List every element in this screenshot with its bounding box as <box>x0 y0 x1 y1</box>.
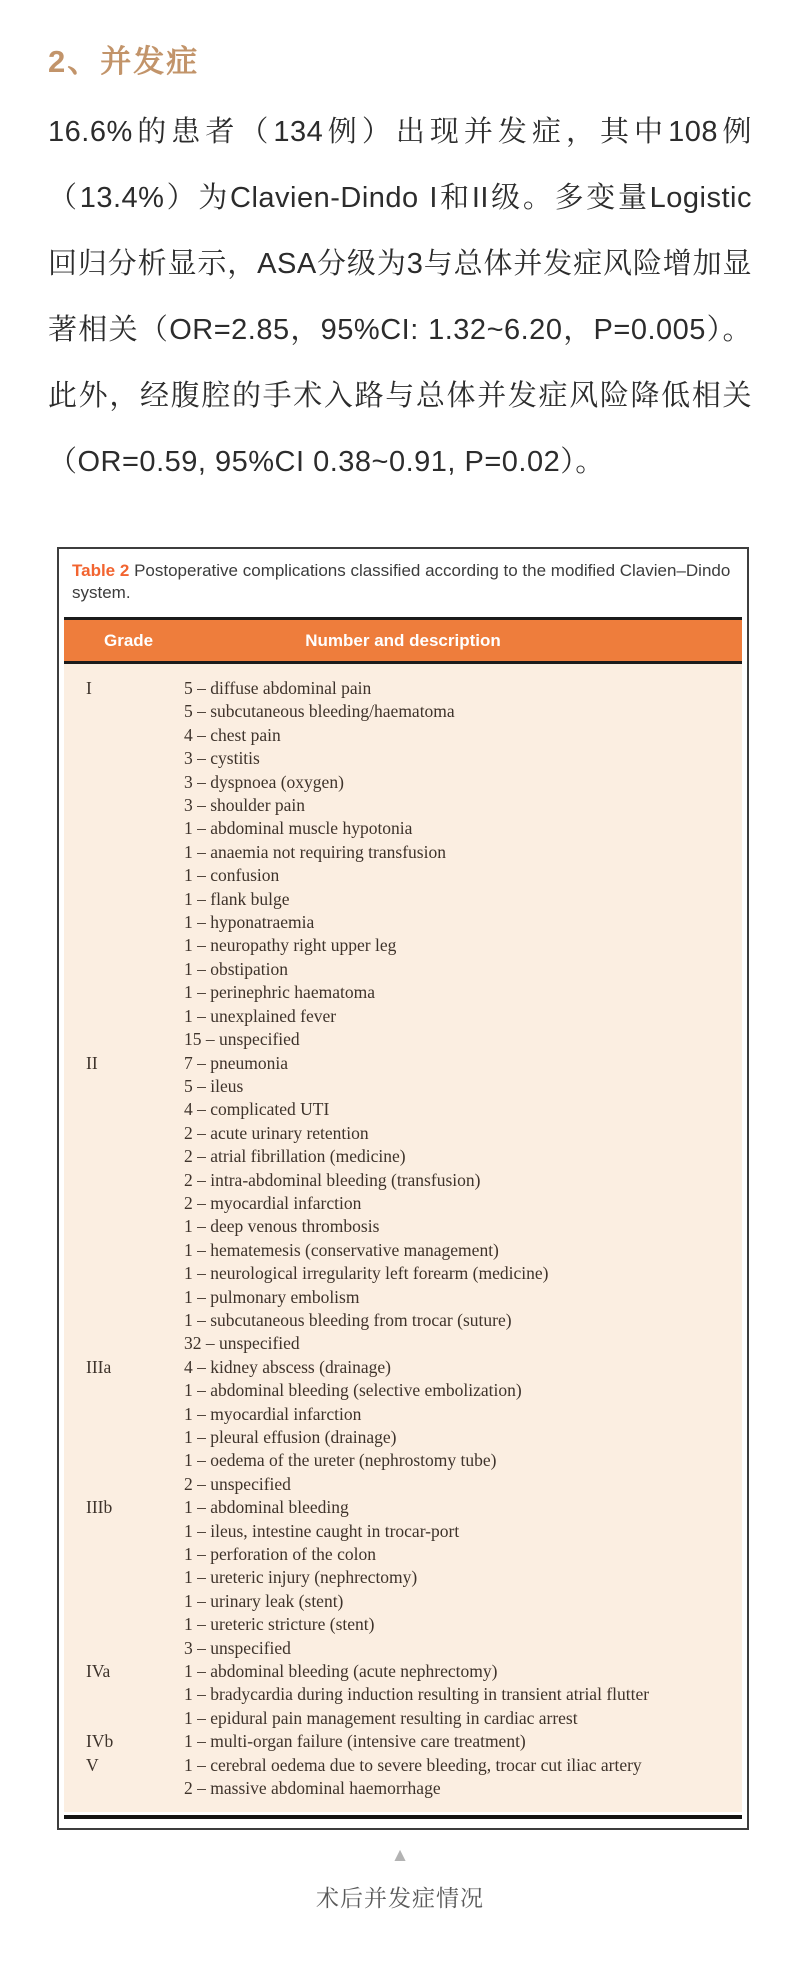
grade-label: IVb <box>86 1731 114 1752</box>
complication-item: 1 – subcutaneous bleeding from trocar (suture) <box>184 1309 512 1330</box>
complication-item: 1 – pulmonary embolism <box>184 1286 360 1307</box>
complication-item: 1 – ileus, intestine caught in trocar-port <box>184 1520 460 1541</box>
complication-item: 1 – hyponatraemia <box>184 912 315 933</box>
complication-item: 1 – abdominal muscle hypotonia <box>184 818 413 839</box>
complication-item: 1 – abdominal bleeding <box>184 1497 349 1518</box>
complication-item: 1 – urinary leak (stent) <box>184 1590 344 1611</box>
table-body <box>64 664 742 1812</box>
complication-item: 3 – cystitis <box>184 748 260 769</box>
complication-item: 1 – deep venous thrombosis <box>184 1216 380 1237</box>
table-row-group <box>64 1730 736 1753</box>
complication-item: 1 – unexplained fever <box>184 1005 337 1026</box>
complication-item: 1 – anaemia not requiring transfusion <box>184 841 446 862</box>
complication-item: 2 – atrial fibrillation (medicine) <box>184 1146 406 1167</box>
complication-item: 3 – shoulder pain <box>184 795 306 816</box>
table-header-row <box>64 617 742 664</box>
complication-item: 15 – unspecified <box>184 1029 300 1050</box>
section-heading: 2、并发症 <box>48 44 200 79</box>
table-row-group <box>64 1052 736 1356</box>
complication-list <box>184 677 736 1052</box>
complication-list <box>184 1754 736 1801</box>
complication-item: 7 – pneumonia <box>184 1052 289 1073</box>
figure-footer <box>48 1846 752 1941</box>
table2-figure <box>57 547 749 1830</box>
table-label: Table 2 <box>72 561 130 580</box>
complication-list <box>184 1730 736 1753</box>
complication-item: 1 – multi-organ failure (intensive care treatment) <box>184 1731 526 1752</box>
column-header-description: Number and description <box>305 630 501 650</box>
table-row-group <box>64 1496 736 1660</box>
complication-item: 1 – cerebral oedema due to severe bleeding, trocar cut iliac artery <box>184 1754 642 1775</box>
complication-item: 4 – complicated UTI <box>184 1099 330 1120</box>
complication-item: 32 – unspecified <box>184 1333 300 1354</box>
table-caption <box>59 549 747 613</box>
table-row-group <box>64 677 736 1052</box>
complication-item: 1 – perinephric haematoma <box>184 982 375 1003</box>
complication-item: 1 – epidural pain management resulting in cardiac arrest <box>184 1707 578 1728</box>
complication-item: 4 – kidney abscess (drainage) <box>184 1356 392 1377</box>
complication-item: 1 – pleural effusion (drainage) <box>184 1427 397 1447</box>
complication-item: 5 – subcutaneous bleeding/haematoma <box>184 701 455 722</box>
body-paragraph: 16.6%的患者（134例）出现并发症，其中108例（13.4%）为Clavien-Dindo I和II级。多变量Logistic回归分析显示，ASA分级为3与总体并发症风险增加显著相关（OR=2.85，95%CI: 1.32~6.20，P=0.005）。此外，经腹腔的手术入路与总体并发症风险降低相关（OR=0.59, 95%CI 0.38~0.91, P=0.02）。 <box>48 116 752 478</box>
complication-item: 2 – acute urinary retention <box>184 1122 369 1143</box>
complication-list <box>184 1356 736 1496</box>
complication-list <box>184 1052 736 1356</box>
complication-item: 1 – obstipation <box>184 958 289 979</box>
grade-label: IIIa <box>86 1356 112 1377</box>
complication-item: 5 – diffuse abdominal pain <box>184 678 372 698</box>
table-row-group <box>64 1660 736 1730</box>
complication-item: 3 – dyspnoea (oxygen) <box>184 771 344 792</box>
complication-item: 1 – myocardial infarction <box>184 1403 362 1424</box>
complication-item: 1 – hematemesis (conservative management) <box>184 1239 499 1260</box>
column-header-grade: Grade <box>104 630 154 650</box>
complication-item: 2 – intra-abdominal bleeding (transfusion) <box>184 1169 481 1190</box>
table-caption-text: Postoperative complications classified according to the modified Clavien–Dindo system. <box>72 561 731 602</box>
complication-item: 2 – unspecified <box>184 1473 291 1494</box>
complication-item: 1 – ureteric injury (nephrectomy) <box>184 1567 418 1588</box>
table-bottom-rule <box>64 1815 742 1819</box>
complication-item: 2 – myocardial infarction <box>184 1192 362 1213</box>
complication-item: 1 – ureteric stricture (stent) <box>184 1614 375 1635</box>
collapse-arrow-icon[interactable]: ▲ <box>390 1844 410 1866</box>
complication-item: 1 – abdominal bleeding (selective embolization) <box>184 1380 522 1401</box>
complication-item: 1 – confusion <box>184 865 280 886</box>
complication-list <box>184 1496 736 1660</box>
complication-item: 1 – bradycardia during induction resulting in transient atrial flutter <box>184 1684 650 1705</box>
complication-item: 1 – perforation of the colon <box>184 1544 376 1565</box>
grade-label: V <box>86 1754 99 1775</box>
complication-item: 1 – oedema of the ureter (nephrostomy tube) <box>184 1450 497 1471</box>
table-row-group <box>64 1356 736 1496</box>
grade-label: IIIb <box>86 1497 113 1518</box>
complication-item: 1 – flank bulge <box>184 888 290 909</box>
complication-list <box>184 1660 736 1730</box>
complication-item: 1 – neurological irregularity left forearm (medicine) <box>184 1263 549 1284</box>
grade-label: I <box>86 678 92 698</box>
complication-item: 1 – abdominal bleeding (acute nephrectomy) <box>184 1661 498 1682</box>
table-row-group <box>64 1754 736 1801</box>
complication-item: 1 – neuropathy right upper leg <box>184 935 397 956</box>
grade-label: IVa <box>86 1661 111 1682</box>
figure-footer-caption: 术后并发症情况 <box>316 1884 484 1911</box>
complication-item: 2 – massive abdominal haemorrhage <box>184 1778 441 1799</box>
grade-label: II <box>86 1052 98 1073</box>
complication-item: 3 – unspecified <box>184 1637 291 1658</box>
complication-item: 4 – chest pain <box>184 724 281 745</box>
complication-item: 5 – ileus <box>184 1075 244 1096</box>
